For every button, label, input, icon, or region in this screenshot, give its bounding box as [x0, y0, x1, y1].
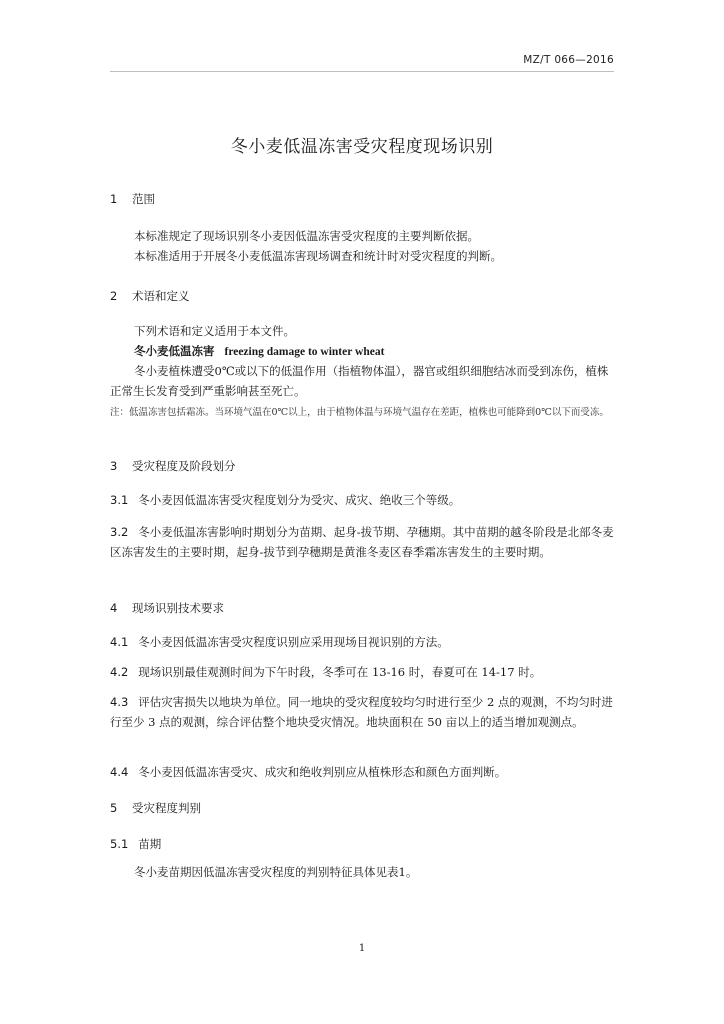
- clause-number: 3.2: [110, 525, 129, 539]
- clause-number: 4.3: [110, 695, 129, 709]
- clause-number: 4.2: [110, 665, 129, 679]
- clause-number: 5.1: [110, 837, 129, 851]
- header-rule: [110, 71, 614, 72]
- section-number: 3: [110, 459, 118, 473]
- clause-5-1-heading: [110, 834, 614, 854]
- section-title: 范围: [132, 192, 155, 206]
- clause-3-2: [110, 522, 614, 562]
- section-1-paragraph-2: 本标准适用于开展冬小麦低温冻害现场调查和统计时对受灾程度的判断。: [134, 249, 502, 263]
- clause-3-1: [110, 490, 614, 510]
- section-title: 受灾程度及阶段划分: [132, 459, 236, 473]
- clause-title: 苗期: [138, 837, 162, 851]
- clause-4-2: [110, 662, 614, 682]
- term-entry: [110, 341, 614, 362]
- section-1-heading: [110, 191, 155, 207]
- clause-number: 4.4: [110, 765, 129, 779]
- section-number: 1: [110, 192, 118, 206]
- clause-text: 现场识别最佳观测时间为下午时段，冬季可在 13-16 时，春夏可在 14-17 时。: [138, 665, 542, 679]
- term-note: 注：低温冻害包括霜冻。当环境气温在0℃以上，由于植物体温与环境气温存在差距，植株也可能降到0℃以下而受冻。: [110, 407, 609, 418]
- page-number: 1: [358, 943, 366, 954]
- clause-number: 3.1: [110, 493, 129, 507]
- standard-code: MZ/T 066—2016: [523, 54, 614, 66]
- section-2-intro: 下列术语和定义适用于本文件。: [134, 324, 295, 338]
- term-english: freezing damage to winter wheat: [224, 346, 385, 358]
- clause-text: 评估灾害损失以地块为单位。同一地块的受灾程度较均匀时进行至少 2 点的观测，不均匀时进行至少 3 点的观测，综合评估整个地块受灾情况。地块面积在 50 亩以上的适当增加观测点。: [110, 695, 613, 729]
- section-number: 5: [110, 801, 118, 815]
- section-4-heading: [110, 600, 224, 616]
- section-number: 2: [110, 289, 118, 303]
- clause-4-4: [110, 762, 614, 782]
- section-2-heading: [110, 288, 190, 304]
- clause-text: 冬小麦因低温冻害受灾程度划分为受灾、成灾、绝收三个等级。: [138, 493, 461, 507]
- section-title: 现场识别技术要求: [132, 601, 224, 615]
- section-5-heading: [110, 800, 201, 816]
- clause-number: 4.1: [110, 635, 129, 649]
- term-definition: 冬小麦植株遭受0℃或以下的低温作用（指植物体温），器官或组织细胞结冰而受到冻伤，植株正常生长发育受到严重影响甚至死亡。: [110, 364, 609, 398]
- clause-text: 冬小麦因低温冻害受灾程度识别应采用现场目视识别的方法。: [138, 635, 449, 649]
- section-3-heading: [110, 458, 236, 474]
- clause-text: 冬小麦低温冻害影响时期划分为苗期、起身-拔节期、孕穗期。其中苗期的越冬阶段是北部冬麦区冻害发生的主要时期，起身-拔节到孕穗期是黄淮冬麦区春季霜冻害发生的主要时期。: [110, 525, 614, 559]
- section-1-paragraph-1: 本标准规定了现场识别冬小麦因低温冻害受灾程度的主要判断依据。: [134, 229, 479, 243]
- term-chinese: 冬小麦低温冻害: [134, 344, 215, 358]
- clause-4-3: [110, 692, 614, 732]
- clause-text: 冬小麦因低温冻害受灾、成灾和绝收判别应从植株形态和颜色方面判断。: [138, 765, 507, 779]
- clause-5-1-text: 冬小麦苗期因低温冻害受灾程度的判别特征具体见表1。: [134, 865, 418, 879]
- clause-4-1: [110, 632, 614, 652]
- section-title: 受灾程度判别: [132, 801, 201, 815]
- document-title: 冬小麦低温冻害受灾程度现场识别: [230, 137, 494, 157]
- section-title: 术语和定义: [132, 289, 190, 303]
- section-number: 4: [110, 601, 118, 615]
